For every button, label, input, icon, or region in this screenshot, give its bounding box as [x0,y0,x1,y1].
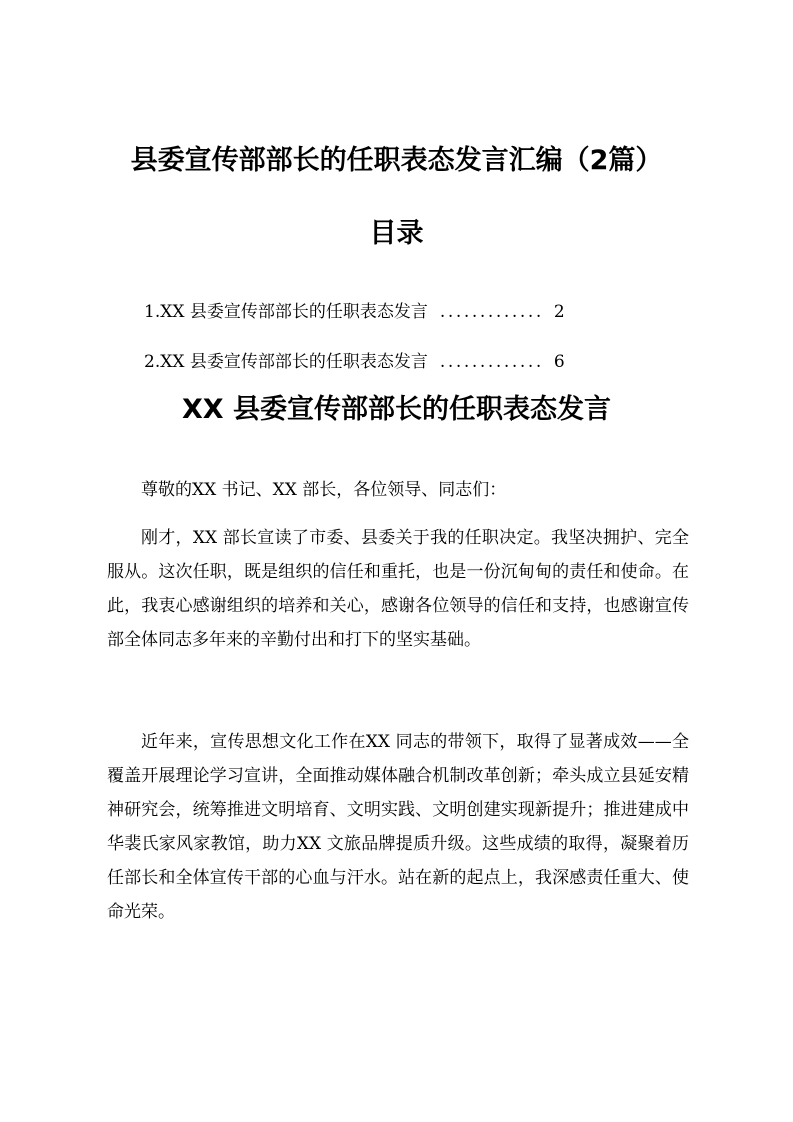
toc-entry-title: 2.XX 县委宣传部部长的任职表态发言 [144,352,428,372]
toc-leader-dots: ............. [439,302,544,322]
section-title: XX 县委宣传部部长的任职表态发言 [181,394,612,425]
document-title: 县委宣传部部长的任职表态发言汇编（2篇） [130,145,663,176]
paragraph-text: 近年来，宣传思想文化工作在XX 同志的带领下，取得了显著成效——全覆盖开展理论学习宣讲，全面推动媒体融合机制改革创新；牵头成立县延安精神研究会，统筹推进文明培育、文明实践、文明创建实现新提升；推进建成中华裴氏家风家教馆，助力XX 文旅品牌提质升级。这些成绩的取得，凝聚着历任部长和全体宣传干部的心血与汗水。站在新的起点上，我深感责任重大、使命光荣。 [107,732,689,922]
body-paragraph [107,521,689,657]
salutation [107,473,689,507]
toc-entry-page: 6 [553,352,565,372]
body-paragraph [107,725,689,929]
toc-leader-dots: ............. [439,352,544,372]
toc-heading: 目录 [369,218,424,249]
toc-entry[interactable] [144,349,604,375]
salutation-text: 尊敬的XX 书记、XX 部长，各位领导、同志们： [141,480,507,500]
toc-entry-page: 2 [553,302,565,322]
paragraph-text: 刚才，XX 部长宣读了市委、县委关于我的任职决定。我坚决拥护、完全服从。这次任职，既是组织的信任和重托，也是一份沉甸甸的责任和使命。在此，我衷心感谢组织的培养和关心，感谢各位领导的信任和支持，也感谢宣传部全体同志多年来的辛勤付出和打下的坚实基础。 [107,528,689,650]
toc-entry-title: 1.XX 县委宣传部部长的任职表态发言 [144,302,428,322]
toc-entry[interactable] [144,299,604,325]
